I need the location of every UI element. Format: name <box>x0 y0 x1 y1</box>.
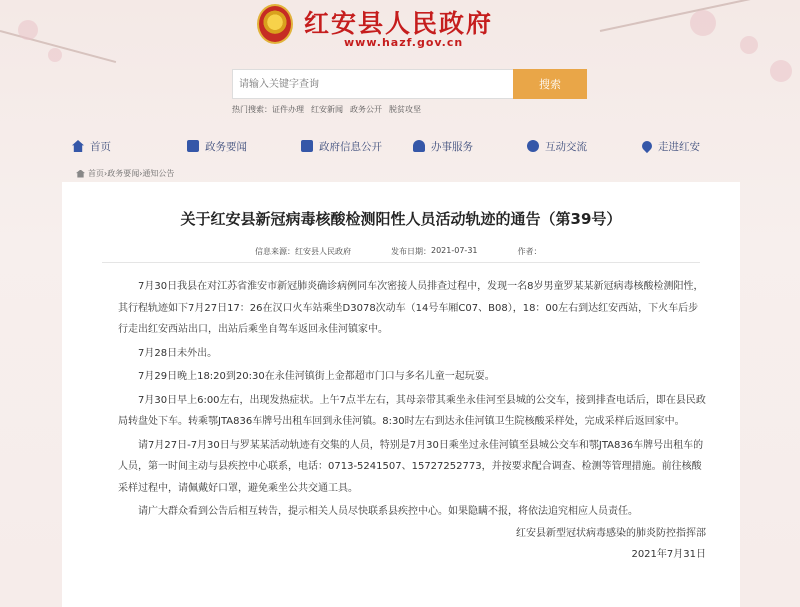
article-panel <box>62 182 740 607</box>
nav-item-label: 互动交流 <box>545 140 587 153</box>
article-paragraph: 7月30日我县在对江苏省淮安市新冠肺炎确诊病例同车次密接人员排查过程中，发现一名8岁男童罗某某新冠病毒核酸检测阳性，其行程轨迹如下7月27日17：26在汉口火车站乘坐D3078次动车（14号车厢C07、B08），18：00左右到达红安西站，下火车后步行走出红安西站出口，出站后乘坐自驾车返回永佳河镇家中。 <box>118 281 704 335</box>
home-icon <box>76 170 85 178</box>
hot-search-term[interactable]: 证件办理 <box>272 105 304 114</box>
nav-item-home[interactable] <box>72 132 187 160</box>
search-button[interactable]: 搜索 <box>513 69 587 99</box>
nav-item-interaction[interactable] <box>527 132 642 160</box>
breadcrumb-item[interactable]: 通知公告 <box>142 169 175 178</box>
breadcrumb-item[interactable]: 首页 <box>88 169 104 178</box>
breadcrumb-separator: › <box>139 169 143 178</box>
nav-item-info-disclosure[interactable] <box>301 132 413 160</box>
hot-search-term[interactable]: 政务公开 <box>350 105 382 114</box>
nav-item-label: 走进红安 <box>658 140 700 153</box>
search-input[interactable] <box>232 69 514 99</box>
article-paragraph: 请广大群众看到公告后相互转告，提示相关人员尽快联系县疾控中心。如果隐瞒不报，将依法追究相应人员责任。 <box>138 506 638 517</box>
national-emblem-icon <box>257 4 293 44</box>
nav-item-label: 首页 <box>90 140 111 153</box>
hot-search-label: 热门搜索： <box>232 105 272 114</box>
nav-item-label: 政府信息公开 <box>319 140 382 153</box>
nav-item-services[interactable] <box>413 132 527 160</box>
article-paragraph: 7月28日未外出。 <box>138 347 218 359</box>
nav-item-label: 政务要闻 <box>205 140 247 153</box>
article-paragraph: 7月30日早上6:00左右，出现发热症状。上午7点半左右，其母亲带其乘坐永佳河至县城的公交车，接到排查电话后，即在县民政局转盘处下车。转乘鄂JTA836车牌号出租车回到永佳河镇。8:30时左右到达永佳河镇卫生院核酸采样处，完成采样后返回家中。 <box>118 394 706 427</box>
article-paragraph: 7月29日晚上18:20到20:30在永佳河镇街上金都超市门口与多名儿童一起玩耍。 <box>138 371 495 382</box>
chat-icon <box>527 140 539 152</box>
site-header <box>0 0 800 58</box>
main-nav <box>62 132 732 160</box>
hot-search <box>232 104 428 115</box>
source-value: 红安县人民政府 <box>295 247 351 256</box>
nav-item-about-hongan[interactable] <box>642 132 700 160</box>
document-icon <box>301 140 313 152</box>
location-pin-icon <box>640 139 654 153</box>
monitor-icon <box>187 140 199 152</box>
hot-search-term[interactable]: 脱贫攻坚 <box>389 105 421 114</box>
date-value: 2021-07-31 <box>431 246 478 255</box>
author-label: 作者： <box>517 247 542 256</box>
person-icon <box>413 140 425 152</box>
breadcrumb-item[interactable]: 政务要闻 <box>107 169 140 178</box>
breadcrumb <box>76 168 174 179</box>
article-paragraph: 请7月27日-7月30日与罗某某活动轨迹有交集的人员，特别是7月30日乘坐过永佳河镇至县城公交车和鄂JTA836车牌号出租车的人员，第一时间主动与县疾控中心联系，电话：0713-5241507、15727252773，并按要求配合调查、检测等管理措施。前往核酸采样过程中，请佩戴好口罩，避免乘坐公共交通工具。 <box>118 439 704 494</box>
divider <box>102 262 700 263</box>
sign-date: 2021年7月31日 <box>631 549 706 560</box>
hot-search-term[interactable]: 红安新闻 <box>311 105 343 114</box>
home-icon <box>72 140 84 152</box>
nav-item-government-news[interactable] <box>187 132 301 160</box>
signature: 红安县新型冠状病毒感染的肺炎防控指挥部 <box>516 527 706 539</box>
site-domain: www.hazf.gov.cn <box>344 36 464 49</box>
article-title: 关于红安县新冠病毒核酸检测阳性人员活动轨迹的通告（第39号） <box>180 210 622 228</box>
search-bar <box>232 69 561 99</box>
site-title[interactable]: 红安县人民政府 <box>304 9 494 38</box>
article-meta <box>255 246 542 257</box>
blossom-decoration <box>770 60 792 82</box>
source-label: 信息来源： <box>255 247 295 256</box>
nav-item-label: 办事服务 <box>431 140 473 153</box>
breadcrumb-separator: › <box>104 169 108 178</box>
article-body <box>118 276 706 566</box>
date-label: 发布日期： <box>391 247 431 256</box>
